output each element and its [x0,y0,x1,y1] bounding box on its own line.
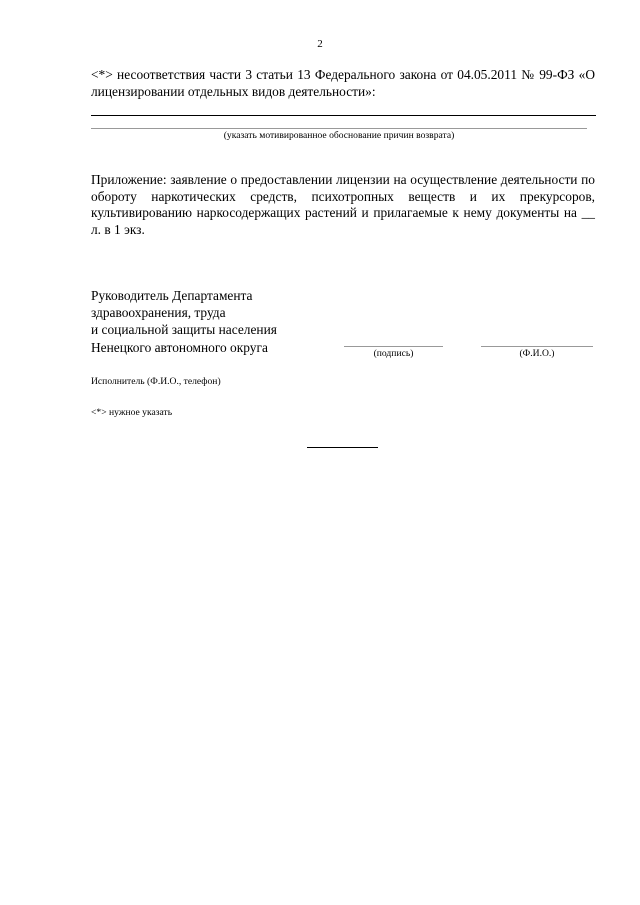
reason-fill-line-1 [91,115,596,116]
signature-line [344,346,443,347]
executor-label: Исполнитель (Ф.И.О., телефон) [91,376,221,387]
reason-caption: (указать мотивированное обоснование причин возврата) [223,130,455,141]
attachment-paragraph: Приложение: заявление о предоставлении лицензии на осуществление деятельности по обороту наркотических средств, психотропных веществ и их прекурсоров, культивированию наркосодержащих растений и прилагаемые к нему документы на __ л. в 1 экз. [91,172,595,237]
signature-caption: (подпись) [373,348,414,359]
signatory-line-1: Руководитель Департамента [91,288,253,303]
footnote: <*> нужное указать [91,407,173,418]
return-reason-paragraph: <*> несоответствия части 3 статьи 13 Федерального закона от 04.05.2011 № 99-ФЗ «О лицензировании отдельных видов деятельности»: [91,67,595,99]
signatory-block [91,287,351,356]
signatory-line-4: Ненецкого автономного округа [91,339,268,355]
end-divider [307,447,378,448]
page-number: 2 [317,38,323,50]
name-caption: (Ф.И.О.) [519,348,555,359]
name-line [481,346,593,347]
signatory-line-3: и социальной защиты населения [91,322,277,338]
reason-fill-line-2 [91,128,587,129]
signatory-line-2: здравоохранения, труда [91,305,226,321]
